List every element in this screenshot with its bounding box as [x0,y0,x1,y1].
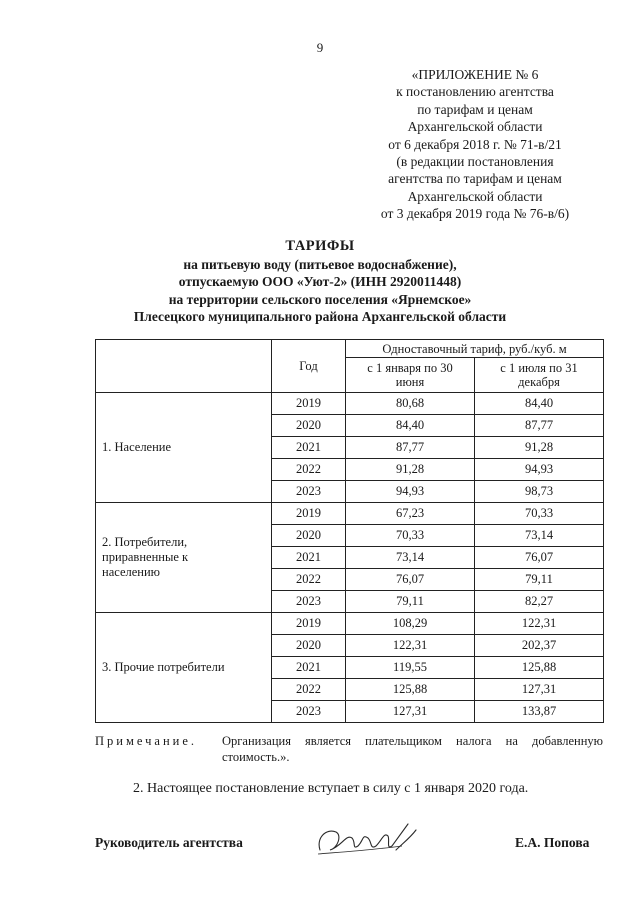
year-cell: 2020 [272,415,346,437]
tariff-cell: 98,73 [475,481,604,503]
tariff-cell: 91,28 [346,459,475,481]
note-label: Примечание. [95,734,198,748]
tariff-cell: 87,77 [475,415,604,437]
tariff-cell: 76,07 [475,547,604,569]
appendix-line: (в редакции постановления [396,154,554,170]
appendix-line: к постановлению агентства [396,84,554,100]
tariff-cell: 94,93 [346,481,475,503]
appendix-line: агентства по тарифам и ценам [388,171,562,187]
title-block [0,238,640,326]
tariff-cell: 67,23 [346,503,475,525]
appendix-line: от 6 декабря 2018 г. № 71-в/21 [388,136,562,152]
title-line: на питьевую воду (питьевое водоснабжение), [183,256,457,272]
tariff-cell: 79,11 [475,569,604,591]
tariff-cell: 108,29 [346,613,475,635]
year-cell: 2019 [272,393,346,415]
tariff-cell: 79,11 [346,591,475,613]
year-cell: 2021 [272,547,346,569]
signatory-name: Е.А. Попова [515,835,590,850]
tariff-cell: 127,31 [475,679,604,701]
table-row [96,503,604,525]
year-cell: 2019 [272,613,346,635]
table-row [96,613,604,635]
year-cell: 2021 [272,657,346,679]
appendix-line: от 3 декабря 2019 года № 76-в/6) [380,206,570,222]
appendix-line: «ПРИЛОЖЕНИЕ № 6 [411,67,539,82]
year-cell: 2023 [272,701,346,723]
table-row [96,393,604,415]
tariff-cell: 70,33 [346,525,475,547]
appendix-line: Архангельской области [407,119,543,135]
title-line: Плесецкого муниципального района Архангельской области [133,309,507,324]
year-cell: 2021 [272,437,346,459]
tariff-cell: 94,93 [475,459,604,481]
year-cell: 2022 [272,679,346,701]
tariff-cell: 133,87 [475,701,604,723]
header-year: Год [272,340,346,393]
tariff-cell: 73,14 [475,525,604,547]
note-text: Организация является плательщиком налога на добавленную стоимость.». [222,734,603,764]
tariff-cell: 70,33 [475,503,604,525]
tariff-cell: 82,27 [475,591,604,613]
appendix-block [330,66,620,223]
category-cell: 1. Население [96,393,272,503]
header-period-1: с 1 января по 30 июня [346,358,475,393]
tariffs-table [95,339,604,723]
year-cell: 2019 [272,503,346,525]
document-title: ТАРИФЫ [285,238,355,254]
effective-clause: 2. Настоящее постановление вступает в силу с 1 января 2020 года. [133,781,529,796]
page-number: 9 [316,40,324,55]
appendix-line: по тарифам и ценам [417,101,533,117]
tariff-cell: 127,31 [346,701,475,723]
handwritten-signature [312,816,422,864]
year-cell: 2023 [272,481,346,503]
title-line: отпускаемую ООО «Уют-2» (ИНН 2920011448) [178,274,462,289]
year-cell: 2022 [272,459,346,481]
tariff-cell: 91,28 [475,437,604,459]
year-cell: 2023 [272,591,346,613]
appendix-line: Архангельской области [407,188,543,204]
signatory-role: Руководитель агентства [95,835,243,850]
tariff-cell: 84,40 [475,393,604,415]
tariff-cell: 87,77 [346,437,475,459]
tariff-cell: 125,88 [346,679,475,701]
title-line: на территории сельского поселения «Ярнемское» [168,291,472,307]
tariff-cell: 84,40 [346,415,475,437]
tariff-cell: 73,14 [346,547,475,569]
year-cell: 2022 [272,569,346,591]
tariff-cell: 202,37 [475,635,604,657]
tariff-cell: 122,31 [475,613,604,635]
tariff-cell: 125,88 [475,657,604,679]
year-cell: 2020 [272,525,346,547]
header-tariff: Одноставочный тариф, руб./куб. м [346,340,604,358]
tariff-cell: 122,31 [346,635,475,657]
table-header-row [96,340,604,358]
header-category-cell [96,340,272,393]
tariff-cell: 76,07 [346,569,475,591]
category-cell: 3. Прочие потребители [96,613,272,723]
header-period-2: с 1 июля по 31 декабря [475,358,604,393]
category-cell: 2. Потребители, приравненные к населению [96,503,272,613]
tariff-cell: 80,68 [346,393,475,415]
tariff-cell: 119,55 [346,657,475,679]
year-cell: 2020 [272,635,346,657]
